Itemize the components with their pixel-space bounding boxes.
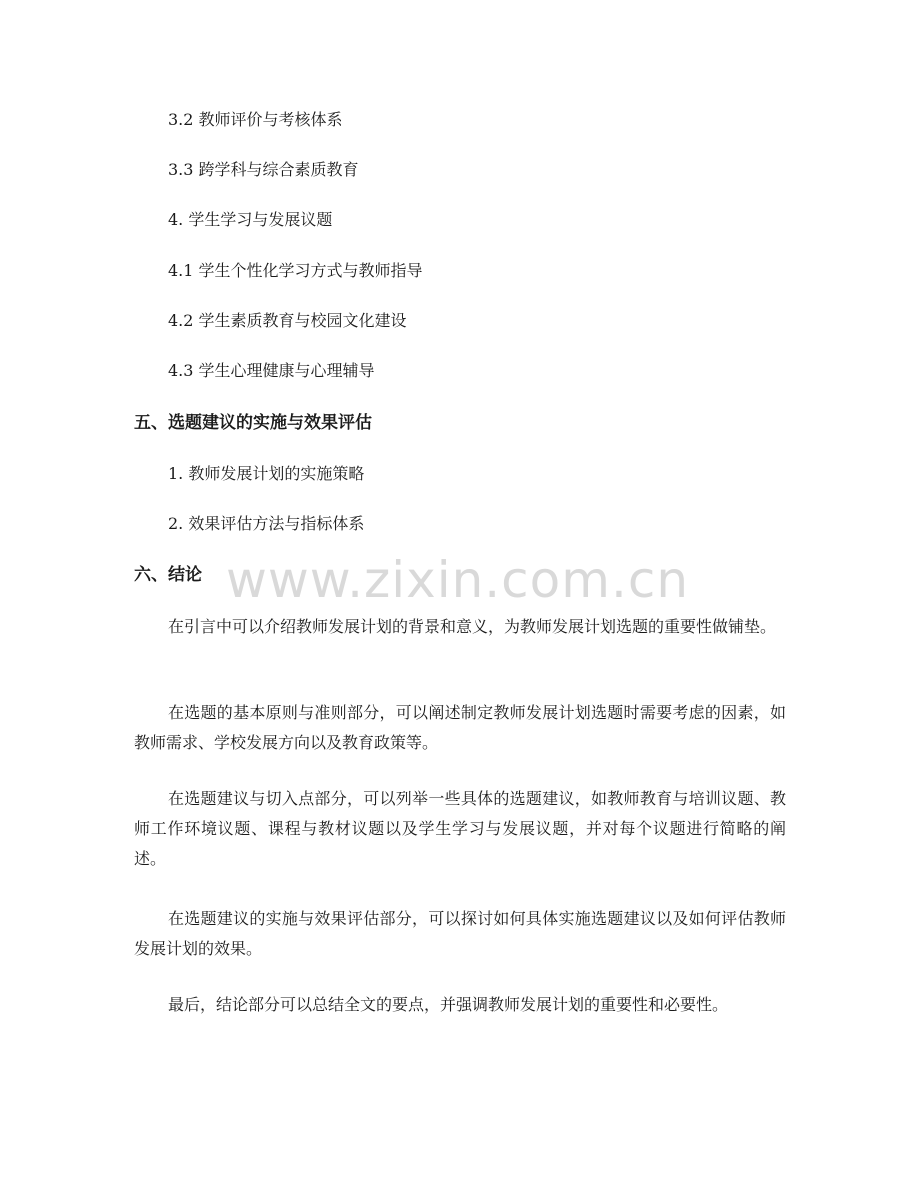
- section-5-item-1: 1. 教师发展计划的实施策略: [168, 464, 365, 483]
- outline-item-4: 4. 学生学习与发展议题: [168, 210, 333, 229]
- section-6-heading: 六、结论: [134, 565, 202, 585]
- watermark: www.zixin.com.cn: [226, 551, 690, 609]
- conclusion-paragraph-1: 在引言中可以介绍教师发展计划的背景和意义，为教师发展计划选题的重要性做铺垫。: [168, 617, 777, 636]
- outline-item-3-2: 3.2 教师评价与考核体系: [168, 110, 343, 129]
- section-5-item-2: 2. 效果评估方法与指标体系: [168, 514, 365, 533]
- section-5-heading: 五、选题建议的实施与效果评估: [134, 413, 372, 433]
- outline-item-3-3: 3.3 跨学科与综合素质教育: [168, 160, 359, 179]
- conclusion-paragraph-4: 在选题建议的实施与效果评估部分，可以探讨如何具体实施选题建议以及如何评估教师发展计划的效果。: [134, 909, 786, 958]
- outline-item-4-1: 4.1 学生个性化学习方式与教师指导: [168, 261, 423, 280]
- conclusion-paragraph-2: 在选题的基本原则与准则部分，可以阐述制定教师发展计划选题时需要考虑的因素，如教师需求、学校发展方向以及教育政策等。: [134, 703, 786, 752]
- outline-item-4-3: 4.3 学生心理健康与心理辅导: [168, 361, 375, 380]
- conclusion-paragraph-5: 最后，结论部分可以总结全文的要点，并强调教师发展计划的重要性和必要性。: [168, 995, 729, 1014]
- conclusion-paragraph-3: 在选题建议与切入点部分，可以列举一些具体的选题建议，如教师教育与培训议题、教师工作环境议题、课程与教材议题以及学生学习与发展议题，并对每个议题进行简略的阐述。: [134, 789, 786, 868]
- outline-item-4-2: 4.2 学生素质教育与校园文化建设: [168, 311, 407, 330]
